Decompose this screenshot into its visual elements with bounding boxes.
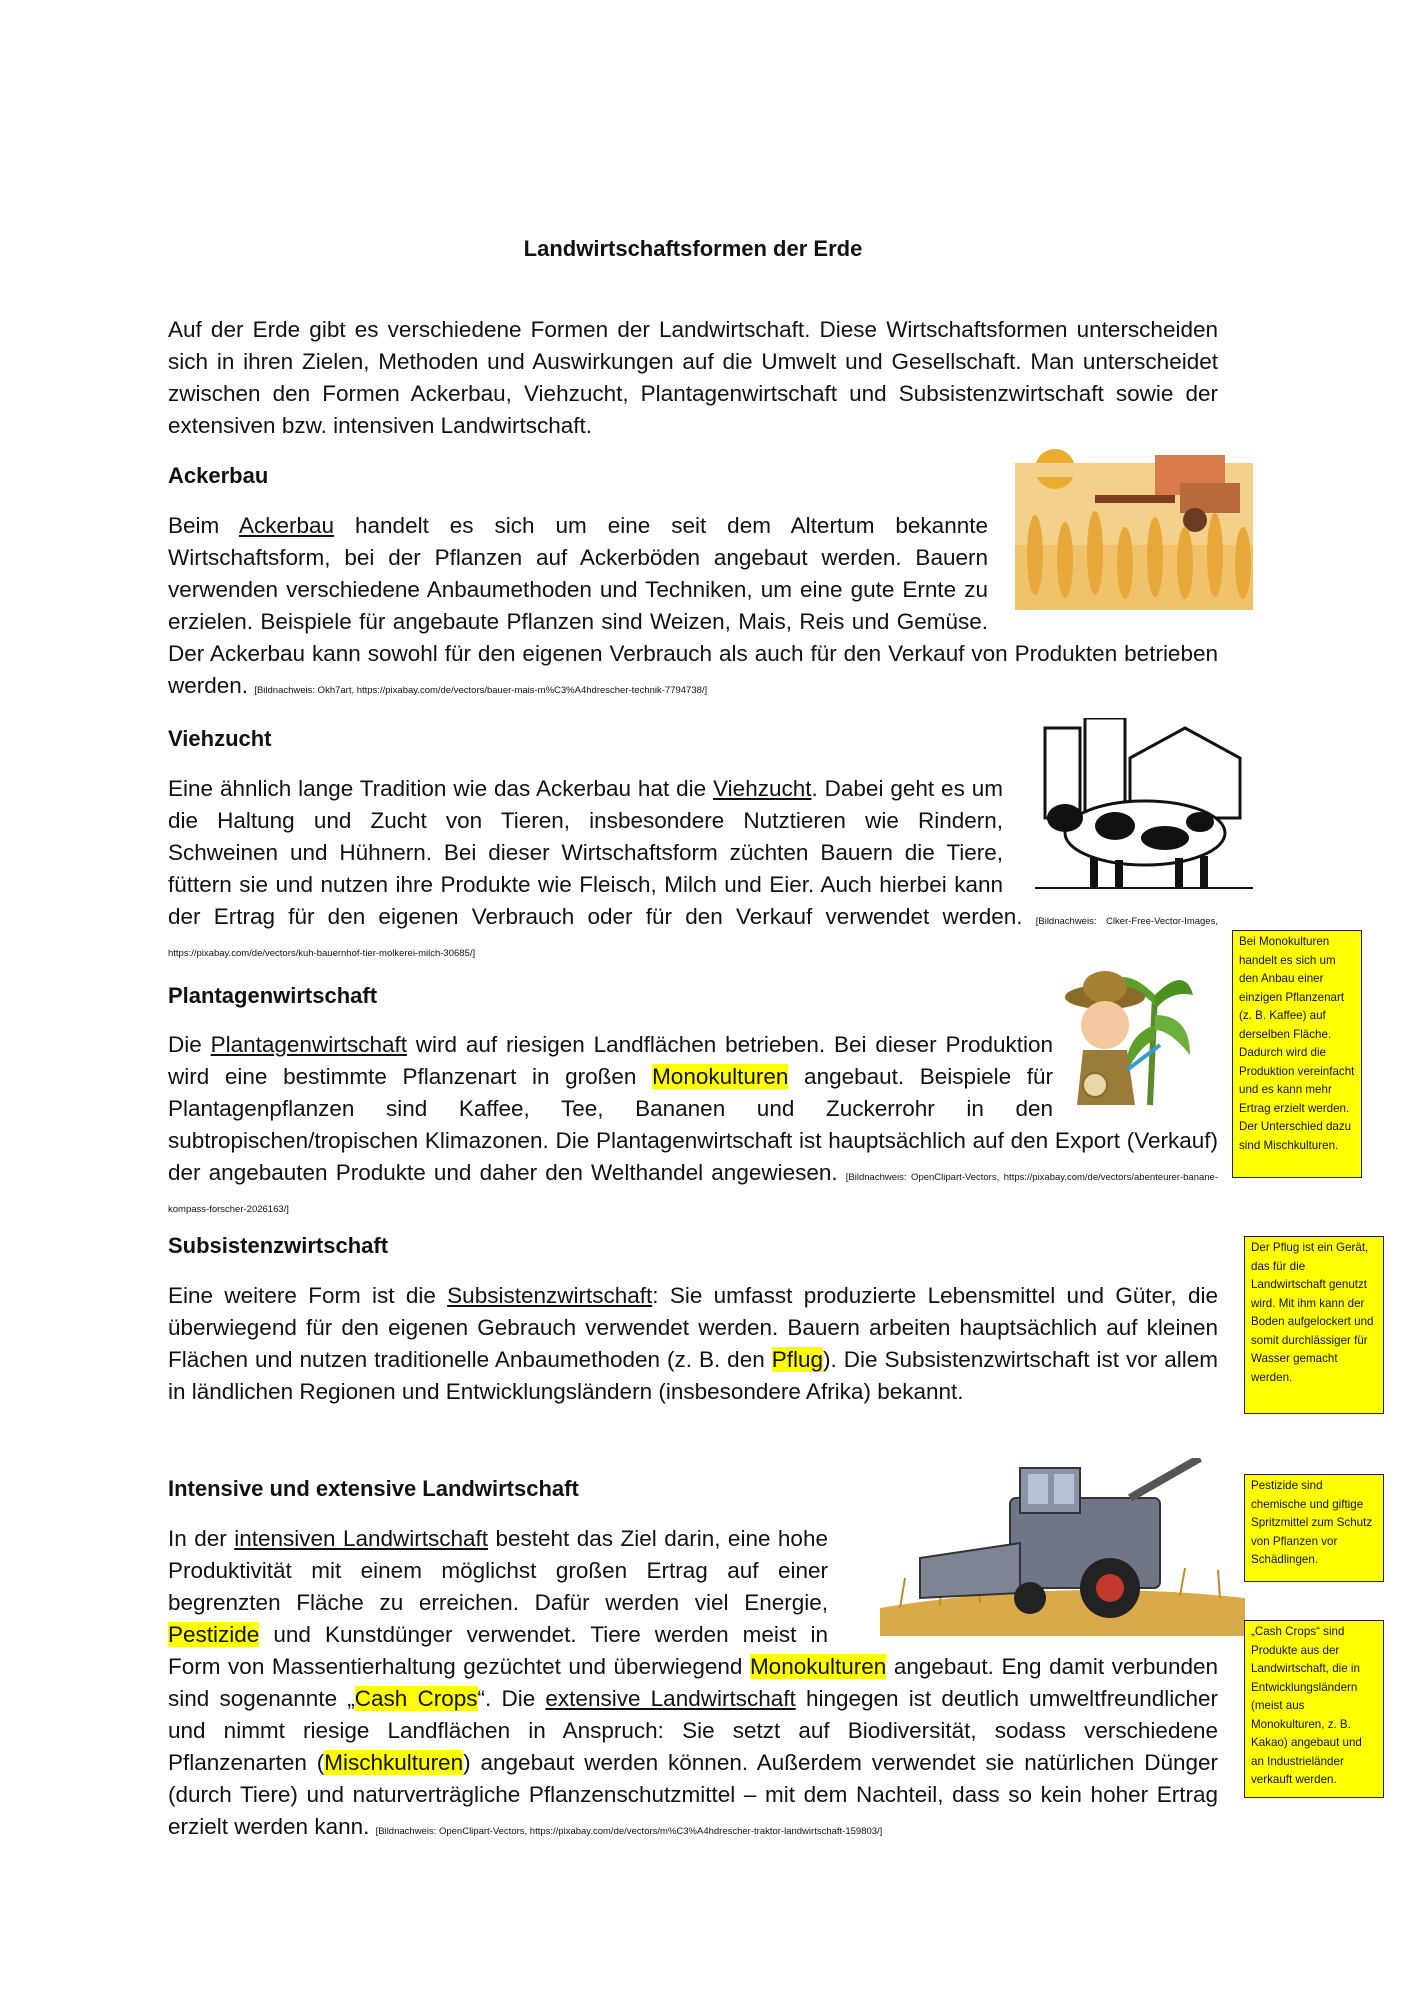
float-spacer xyxy=(988,510,1218,610)
heading-subsistenzwirtschaft: Subsistenzwirtschaft xyxy=(168,1233,389,1258)
float-spacer xyxy=(1053,1029,1218,1125)
ackerbau-image-credit: [Bildnachweis: Okh7art, https://pixabay.com/de/vectors/bauer-mais-m%C3%A4hdrescher-technik-7794738/] xyxy=(254,685,708,696)
subsistenz-text-1: Eine weitere Form ist die xyxy=(168,1283,448,1308)
intensiv-text-5: “. Die xyxy=(477,1686,546,1711)
viehzucht-image-credit: [Bildnachweis: Clker-Free-Vector-Images, https://pixabay.com/de/vectors/kuh-bauernhof-tier-molkerei-milch-30685/] xyxy=(168,916,1218,959)
highlight-pestizide: Pestizide xyxy=(168,1622,260,1647)
viehzucht-text-2: . Dabei geht es um die Haltung und Zucht von Tieren, insbesondere Nutztieren wie Rindern, Schweinen und Hühnern. Bei dieser Wirtschaftsform züchten Bauern die Tiere, füttern sie und nutzen ihre Produkte wie Fleisch, Milch und Eier. Auch hierbei kann der Ertrag für den eigenen Verbrauch oder für den Verkauf verwendet werden. xyxy=(168,776,1036,929)
intensiv-paragraph xyxy=(168,1523,1218,1843)
note-cash-crops: „Cash Crops“ sind Produkte aus der Landwirtschaft, die in Entwicklungsländern (meist aus Monokulturen, z. B. Kakao) angebaut und an Industrieländer verkauft werden. xyxy=(1244,1620,1384,1798)
plantagen-text-3: angebaut. Beispiele für Plantagenpflanzen sind Kaffee, Tee, Bananen und Zuckerrohr in den subtropischen/tropischen Klimazonen. Die Plantagenwirtschaft ist hauptsächlich auf den Export (Verkauf) der angebauten Produkte und daher den Welthandel angewiesen. xyxy=(168,1064,1218,1185)
intensiv-text-6: hingegen ist deutlich umweltfreundlicher und nimmt riesige Landflächen in Anspruch: Sie setzt auf Biodiversität, sodass verschiedene Pflanzenarten ( xyxy=(168,1686,1219,1775)
subsistenz-text-3: ). Die Subsistenzwirtschaft ist vor allem in ländlichen Regionen und Entwicklungsländern (insbesondere Afrika) bekannt. xyxy=(168,1347,1218,1404)
highlight-cash-crops: Cash Crops xyxy=(354,1686,478,1711)
subsistenz-term: Subsistenzwirtschaft xyxy=(447,1283,653,1308)
heading-plantagenwirtschaft: Plantagenwirtschaft xyxy=(168,983,378,1008)
highlight-monokulturen-2: Monokulturen xyxy=(749,1654,887,1679)
heading-intensive-extensive: Intensive und extensive Landwirtschaft xyxy=(168,1476,579,1501)
intensiv-text-4: angebaut. Eng damit verbunden sind sogenannte „ xyxy=(168,1654,1218,1711)
ackerbau-paragraph xyxy=(168,510,1218,702)
intensiv-text-1: In der xyxy=(168,1526,235,1551)
highlight-pflug: Pflug xyxy=(771,1347,823,1372)
plantagen-text-2: wird auf riesigen Landflächen betrieben. Bei dieser Produktion wird eine bestimmte Pflanzenart in großen xyxy=(168,1032,1054,1089)
heading-ackerbau: Ackerbau xyxy=(168,463,269,488)
subsistenz-paragraph xyxy=(168,1280,1218,1408)
ackerbau-text-1: Beim xyxy=(168,513,239,538)
term-intensive: intensiven Landwirtschaft xyxy=(234,1526,489,1551)
ackerbau-text-2: handelt es sich um eine seit dem Altertum bekannte Wirtschaftsform, bei der Pflanzen auf Ackerböden angebaut werden. Bauern verwenden verschiedene Anbaumethoden und Techniken, um eine gute Ernte zu erzielen. Beispiele für angebaute Pflanzen sind Weizen, Mais, Reis und Gemüse. Der Ackerbau kann sowohl für den eigenen Verbrauch als auch für den Verkauf von Produkten betrieben werden. xyxy=(168,513,1218,698)
note-monokulturen: Bei Monokulturen handelt es sich um den Anbau einer einzigen Pflanzenart (z. B. Kaffee) auf derselben Fläche. Dadurch wird die Produktion vereinfacht und es kann mehr Ertrag erzielt werden. Der Unterschied dazu sind Mischkulturen. xyxy=(1232,930,1362,1178)
ackerbau-term: Ackerbau xyxy=(238,513,335,538)
note-pflug: Der Pflug ist ein Gerät, das für die Landwirtschaft genutzt wird. Mit ihm kann der Boden aufgelockert und somit durchlässiger für Wasser gemacht werden. xyxy=(1244,1236,1384,1414)
highlight-mischkulturen: Mischkulturen xyxy=(324,1750,464,1775)
viehzucht-term: Viehzucht xyxy=(713,776,812,801)
term-extensive: extensive Landwirtschaft xyxy=(545,1686,796,1711)
plantagen-term: Plantagenwirtschaft xyxy=(210,1032,407,1057)
float-spacer xyxy=(828,1523,1218,1651)
note-pestizide: Pestizide sind chemische und giftige Spritzmittel zum Schutz von Pflanzen vor Schädlingen. xyxy=(1244,1474,1384,1582)
plantagen-image-credit: [Bildnachweis: OpenClipart-Vectors, https://pixabay.com/de/vectors/abenteurer-banane-kompass-forscher-2026163/] xyxy=(168,1172,1219,1215)
heading-viehzucht: Viehzucht xyxy=(168,726,272,751)
subsistenz-text-2: : Sie umfasst produzierte Lebensmittel und Güter, die überwiegend für den eigenen Gebrauch verwendet werden. Bauern arbeiten hauptsächlich auf kleinen Flächen und nutzen traditionelle Anbaumethoden (z. B. den xyxy=(168,1283,1219,1372)
float-spacer xyxy=(1003,773,1218,901)
intensiv-text-3: und Kunstdünger verwendet. Tiere werden meist in Form von Massentierhaltung gezüchtet und überwiegend xyxy=(168,1622,828,1679)
highlight-monokulturen: Monokulturen xyxy=(652,1064,789,1089)
intensiv-text-7: ) angebaut werden können. Außerdem verwendet sie natürlichen Dünger (durch Tiere) und naturverträgliche Pflanzenschutzmittel – mit dem Nachteil, dass so kein hoher Ertrag erzielt werden kann. xyxy=(168,1750,1219,1839)
plantagen-paragraph xyxy=(168,1029,1218,1221)
viehzucht-text-1: Eine ähnlich lange Tradition wie das Ackerbau hat die xyxy=(168,776,714,801)
intensiv-text-2: besteht das Ziel darin, eine hohe Produktivität mit einem möglichst großen Ertrag auf einer begrenzten Fläche zu erreichen. Dafür werden viel Energie, xyxy=(168,1526,828,1615)
viehzucht-paragraph xyxy=(168,773,1218,965)
intensiv-image-credit: [Bildnachweis: OpenClipart-Vectors, https://pixabay.com/de/vectors/m%C3%A4hdrescher-traktor-landwirtschaft-159803/] xyxy=(375,1826,883,1837)
intro-paragraph: Auf der Erde gibt es verschiedene Formen der Landwirtschaft. Diese Wirtschaftsformen unterscheiden sich in ihren Zielen, Methoden und Auswirkungen auf die Umwelt und Gesellschaft. Man unterscheidet zwischen den Formen Ackerbau, Viehzucht, Plantagenwirtschaft und Subsistenzwirtschaft sowie der extensiven bzw. intensiven Landwirtschaft. xyxy=(168,317,1218,438)
page-title: Landwirtschaftsformen der Erde xyxy=(523,236,863,261)
plantagen-text-1: Die xyxy=(168,1032,211,1057)
